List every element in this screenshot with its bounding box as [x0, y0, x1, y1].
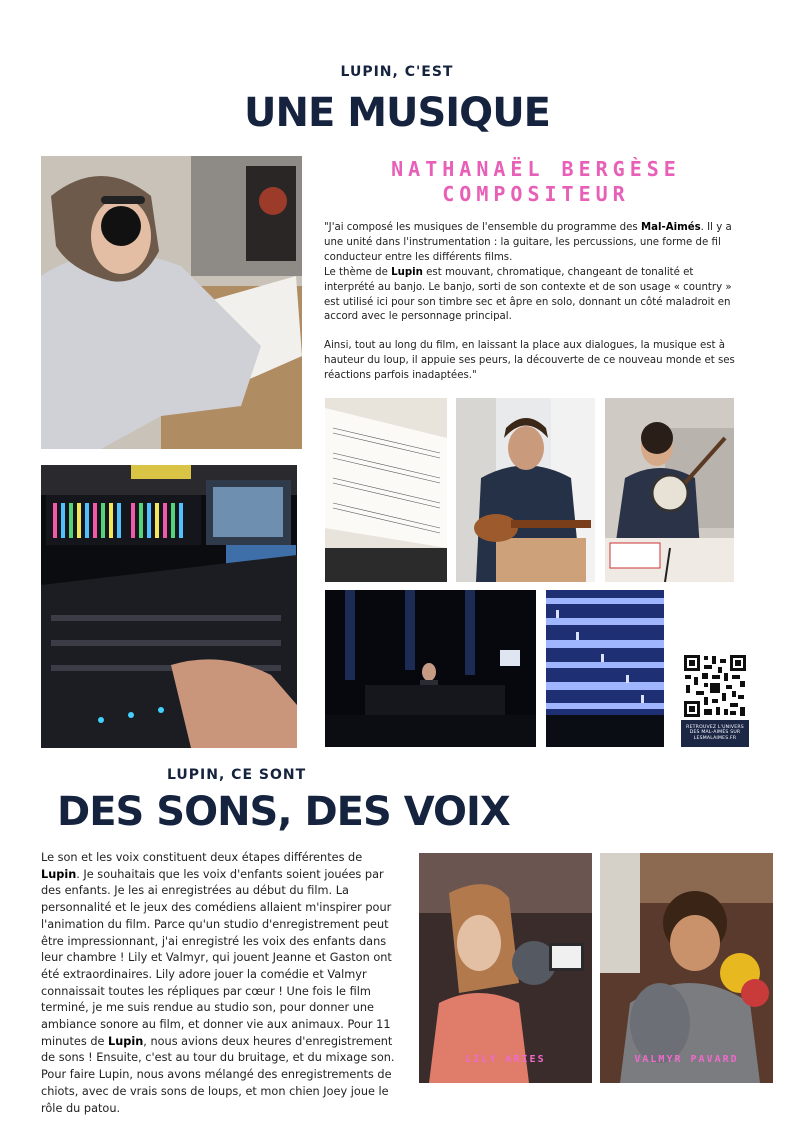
- qr-code-block[interactable]: [681, 652, 749, 748]
- photo-ukulele-player: [456, 398, 595, 582]
- caption-lily: LILY ARIES: [465, 1054, 546, 1065]
- section1-kicker: LUPIN, C'EST: [340, 64, 454, 80]
- photo-valmyr-pavard: [600, 853, 773, 1083]
- section1-headline: UNE MUSIQUE: [244, 90, 550, 136]
- photo-waveform-screen: [546, 590, 664, 747]
- section2-headline: DES SONS, DES VOIX: [57, 789, 510, 835]
- qr-label: RETROUVEZ L'UNIVERS DES MAL-AIMÉS SUR LESMALAIMES.FR: [681, 720, 749, 747]
- photo-lily-aries: [419, 853, 592, 1083]
- photo-dark-studio: [325, 590, 536, 747]
- photo-music-sheet: [325, 398, 447, 582]
- photo-mixing-desk: [41, 465, 297, 748]
- composer-name: NATHANAËL BERGÈSE: [391, 157, 681, 181]
- composer-quote: [324, 221, 742, 384]
- quote-paragraph-2: Le thème de Lupin est mouvant, chromatique, changeant de tonalité et interprété au banjo. Le banjo, sorti de son contexte et de son usage « country » est utilisé ici pour son timbre sec et âpre en solo, donnant un côté maladroit en accord avec le personnage principal.: [324, 266, 732, 323]
- photo-composer-writing: [41, 156, 302, 449]
- caption-valmyr: VALMYR PAVARD: [634, 1054, 739, 1065]
- story-text: Le son et les voix constituent deux étapes différentes de Lupin. Je souhaitais que les voix d'enfants soient jouées par des enfants. Je les ai enregistrées au début du film. La personnalité et le jeux des comédiens allaient m'inspirer pour l'animation du film. Parce qu'un studio d'enregistrement peut être impressionnant, j'ai enregistré les voix des enfants dans leur chambre ! Lily et Valmyr, qui jouent Jeanne et Gaston ont été extraordinaires. Lily adore jouer la comédie et Valmyr connaissait toutes les répliques par cœur ! Une fois le film terminé, je me suis rendue au studio son, pour donner une ambiance sonore au film, et donner vie aux animaux. Pour 11 minutes de Lupin, nous avions deux heures d'enregistrement de sons ! Ensuite, c'est au tour du bruitage, et du mixage son. Pour faire Lupin, nous avons mélangé des enregistrements de chiots, avec de vrais sons de loups, et mon chien Joey joue le rôle du patou.: [41, 851, 395, 1115]
- photo-banjo-player: [605, 398, 734, 582]
- quote-paragraph-1: "J'ai composé les musiques de l'ensemble du programme des Mal-Aimés. Il y a une unité dans l'instrumentation : la guitare, les percussions, une forme de fil conducteur entre les différents films.: [324, 222, 732, 263]
- quote-paragraph-3: Ainsi, tout au long du film, en laissant la place aux dialogues, la musique est à hauteur du loup, il appuie ses peurs, la découverte de ce nouveau monde et ses réactions parfois inadaptées.": [324, 340, 735, 382]
- composer-role: COMPOSITEUR: [442, 182, 630, 206]
- section2-kicker: LUPIN, CE SONT: [167, 767, 307, 783]
- qr-code-icon[interactable]: [682, 653, 748, 719]
